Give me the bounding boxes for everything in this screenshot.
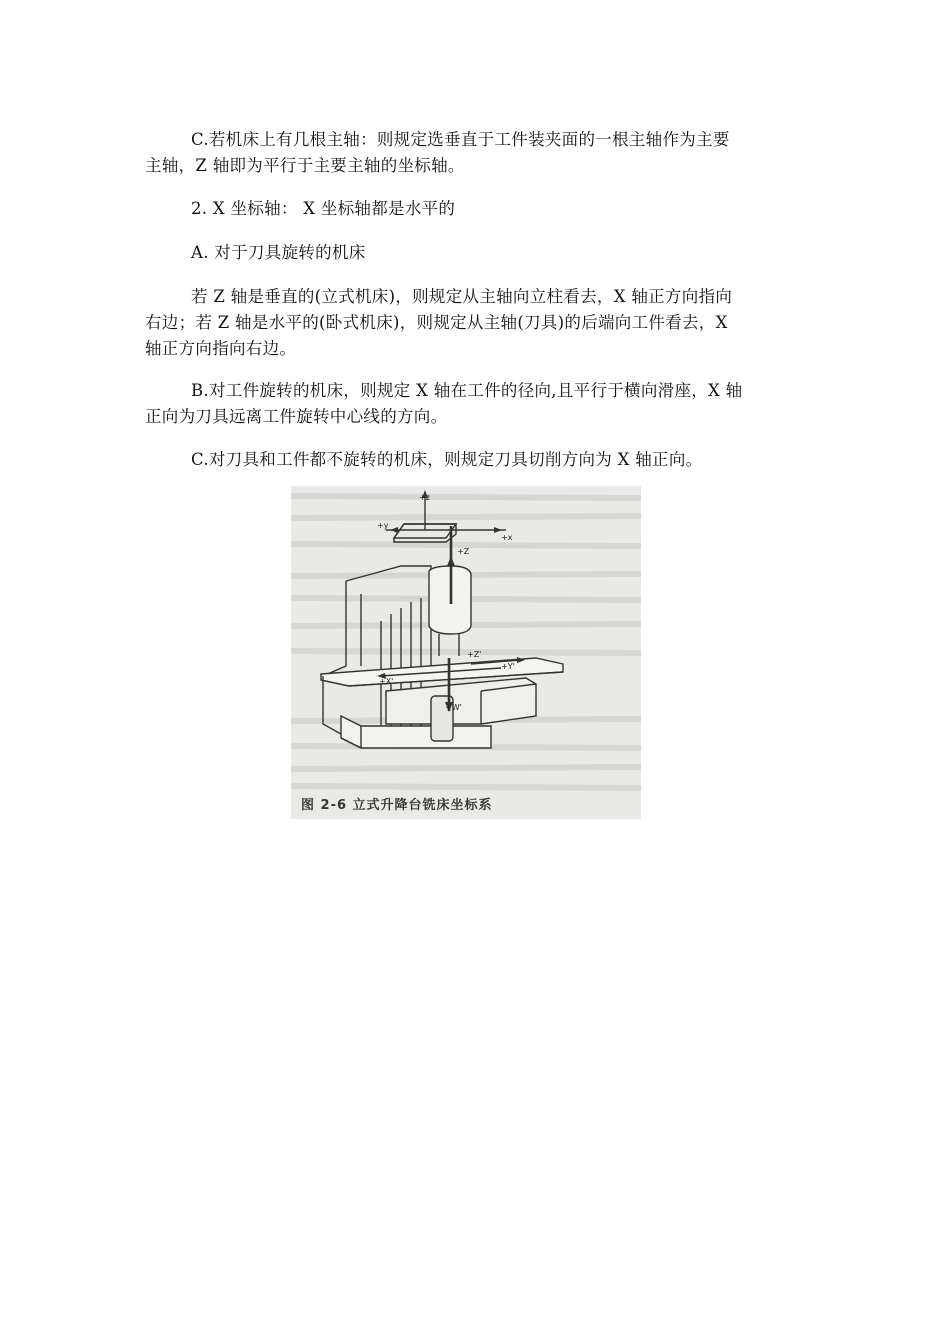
paragraph-line: 若 Z 轴是垂直的(立式机床)，则规定从主轴向立柱看去，X 轴正方向指向 xyxy=(191,287,733,306)
paragraph-line: B.对工件旋转的机床，则规定 X 轴在工件的径向,且平行于横向滑座，X 轴 xyxy=(191,381,743,400)
label-X-prime: +X' xyxy=(379,677,394,686)
label-x-small: +x xyxy=(501,533,513,542)
paragraph-line: 轴正方向指向右边。 xyxy=(145,339,297,358)
paragraph-line: 主轴，Z 轴即为平行于主要主轴的坐标轴。 xyxy=(145,156,465,175)
figure-caption: 图 2-6 立式升降台铣床坐标系 xyxy=(301,798,493,813)
label-Z-prime: +Z' xyxy=(467,650,482,659)
paragraph-line: 右边；若 Z 轴是水平的(卧式机床)，则规定从主轴(刀具)的后端向工件看去，X xyxy=(145,313,728,332)
paragraph-line: A. 对于刀具旋转的机床 xyxy=(191,243,366,262)
paragraph-line: 2. X 坐标轴： X 坐标轴都是水平的 xyxy=(191,199,456,218)
paragraph-line: C.若机床上有几根主轴：则规定选垂直于工件装夹面的一根主轴作为主要 xyxy=(191,130,730,149)
paragraph-3 xyxy=(145,240,807,266)
paragraph-2 xyxy=(145,196,807,222)
paragraph-4 xyxy=(145,284,807,362)
milling-machine-diagram xyxy=(291,486,641,819)
paragraph-line: 正向为刀具远离工件旋转中心线的方向。 xyxy=(145,407,448,426)
paragraph-5 xyxy=(145,378,807,430)
paragraph-6 xyxy=(145,447,807,473)
label-W-prime: +W' xyxy=(445,703,462,712)
label-z-small: +z xyxy=(419,493,430,502)
paragraph-line: C.对刀具和工件都不旋转的机床，则规定刀具切削方向为 X 轴正向。 xyxy=(191,450,703,469)
label-Z-big: +Z xyxy=(457,547,470,556)
milling-machine-figure xyxy=(291,486,641,819)
label-Y-prime: +Y' xyxy=(501,662,515,671)
paragraph-1 xyxy=(145,127,807,179)
label-y-small: +y xyxy=(377,521,389,530)
